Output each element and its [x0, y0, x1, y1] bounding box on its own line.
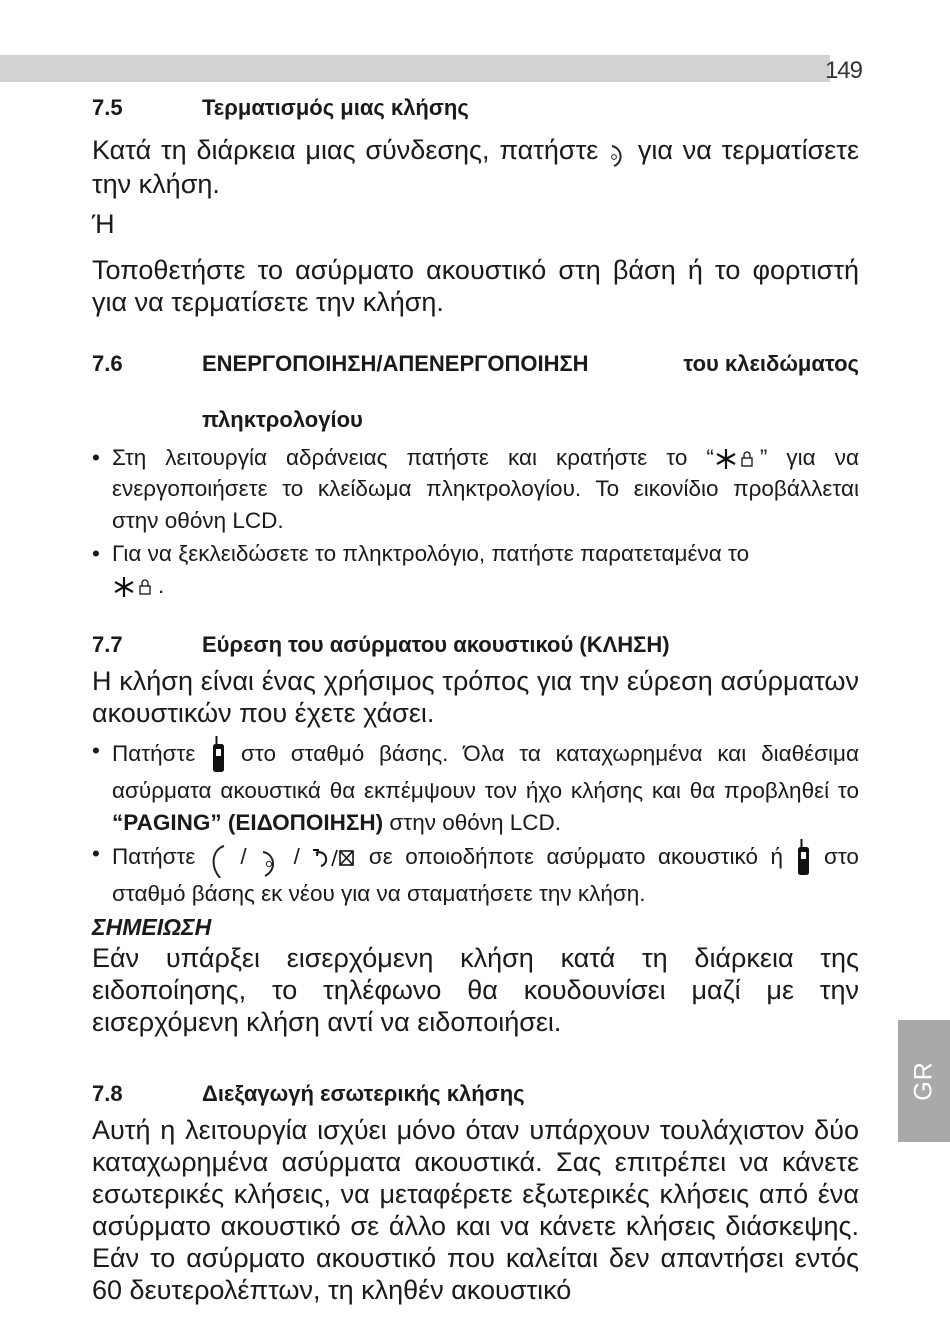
- bullet-item: • Για να ξεκλειδώσετε το πληκτρολόγιο, πατήστε παρατεταμένα το .: [92, 541, 750, 598]
- section-number: 7.7: [92, 632, 123, 658]
- bullet-item: • Πατήστε στο σταθμό βάσης. Όλα τα καταχωρημένα και διαθέσιμα ασύρματα ακουστικά θα εκπέμψουν τον ήχο κλήσης και θα προβληθεί το “PAGING” (ΕΙΔΟΠΟΙΗΣΗ) στην οθόνη LCD.: [92, 735, 859, 838]
- page-number: 149: [824, 57, 862, 84]
- section-number: 7.6: [92, 350, 123, 376]
- section-title: Διεξαγωγή εσωτερικής κλήσης: [202, 1080, 525, 1106]
- text: στο σταθμό βάσης. Όλα τα καταχωρημένα και διαθέσιμα ασύρματα ακουστικά θα εκπέμψουν τον ήχο κλήσης και θα προβληθεί το: [112, 741, 859, 804]
- separator: /: [240, 844, 247, 870]
- text: στην οθόνη LCD.: [389, 809, 562, 835]
- language-tab: [898, 1020, 950, 1142]
- section-heading-7-6-line2: [92, 404, 859, 436]
- text: Για να ξεκλειδώσετε το πληκτρολόγιο, πατήστε παρατεταμένα το: [112, 541, 750, 567]
- bullet-item: • Πατήστε / / σε οποιοδήποτε ασύρματο ακουστικό ή στο σταθμό βάσης εκ νέου για να σταματήσετε την κλήση.: [92, 838, 859, 910]
- text: σε οποιοδήποτε ασύρματο ακουστικό ή: [368, 844, 783, 870]
- text: .: [158, 572, 165, 598]
- section-title-continued: πληκτρολογίου: [202, 406, 363, 432]
- bullet-item: • Στη λειτουργία αδράνειας πατήστε και κρατήστε το “ ” για να ενεργοποιήσετε το κλείδωμα πληκτρολογίου. Το εικονίδιο προβάλλεται στην οθόνη LCD.: [92, 444, 859, 533]
- text: ” για να ενεργοποιήσετε το κλείδωμα πληκτρολογίου. Το εικονίδιο προβάλλεται στην οθόνη LCD.: [112, 444, 859, 533]
- header-bar: [0, 55, 830, 82]
- section-title: Τερματισμός μιας κλήσης: [202, 95, 469, 120]
- section-heading-7-8: [92, 1078, 859, 1110]
- note-text: Εάν υπάρξει εισερχόμενη κλήση κατά τη διάρκεια της ειδοποίησης, το τηλέφωνο θα κουδουνίσει μαζί με την εισερχόμενη κλήση αντί να ειδοποιήσει.: [92, 942, 859, 1037]
- paragraph: [92, 134, 859, 200]
- star-lock-icon: [714, 447, 760, 471]
- paragraph: Η κλήση είναι ένας χρήσιμος τρόπος για την εύρεση ασύρματων ακουστικών που έχετε χάσει.: [92, 666, 859, 729]
- title-part: του κλειδώματος: [683, 350, 859, 376]
- language-tab-label: GR: [909, 1061, 938, 1101]
- back-mute-icon: [312, 847, 356, 869]
- paging-label: “PAGING” (ΕΙΔΟΠΟΙΗΣΗ): [112, 809, 384, 835]
- text: Πατήστε: [112, 741, 196, 767]
- section-title: [202, 348, 859, 380]
- page-key-icon: [210, 735, 226, 775]
- star-lock-icon: [112, 575, 158, 599]
- page-key-icon: [795, 838, 811, 878]
- section-heading-7-7: [92, 629, 859, 661]
- end-call-icon: [608, 136, 628, 168]
- text: Πατήστε: [112, 844, 196, 870]
- paragraph: Τοποθετήστε το ασύρματο ακουστικό στη βάση ή το φορτιστή για να τερματίσετε την κλήση.: [92, 254, 859, 317]
- section-number: 7.8: [92, 1080, 123, 1106]
- separator: /: [293, 844, 300, 870]
- page-content: [92, 92, 859, 1306]
- section-title: Εύρεση του ασύρματου ακουστικού (ΚΛΗΣΗ): [202, 632, 670, 658]
- text: Κατά τη διάρκεια μιας σύνδεσης, πατήστε: [92, 135, 599, 165]
- section-heading-7-6: [92, 348, 859, 380]
- text: Στη λειτουργία αδράνειας πατήστε και κρατήστε το “: [112, 444, 714, 470]
- note-title: ΣΗΜΕΙΩΣΗ: [92, 913, 212, 940]
- paragraph: Αυτή η λειτουργία ισχύει μόνο όταν υπάρχουν τουλάχιστον δύο καταχωρημένα ασύρματα ακουστικά. Σας επιτρέπει να κάνετε εσωτερικές κλήσεις, να μεταφέρετε εξωτερικές κλήσεις από ένα ασύρματο ακουστικό σε άλλο και να κάνετε κλήσεις διάσκεψης. Εάν το ασύρματο ακουστικό που καλείται δεν απαντήσει εντός 60 δευτερολέπτων, τη κληθέν ακουστικό: [92, 1114, 859, 1305]
- text: για να τερματίσετε την κλήση.: [92, 135, 859, 199]
- talk-icon: [208, 838, 228, 878]
- section-number: 7.5: [92, 95, 123, 120]
- text: στο σταθμό βάσης εκ νέου για να σταματήσετε την κλήση.: [112, 844, 859, 907]
- section-heading-7-5: [92, 92, 859, 124]
- title-part: ΕΝΕΡΓΟΠΟΙΗΣΗ/ΑΠΕΝΕΡΓΟΠΟΙΗΣΗ: [202, 350, 589, 376]
- or-label: Ή: [92, 208, 115, 239]
- end-call-icon: [259, 838, 281, 878]
